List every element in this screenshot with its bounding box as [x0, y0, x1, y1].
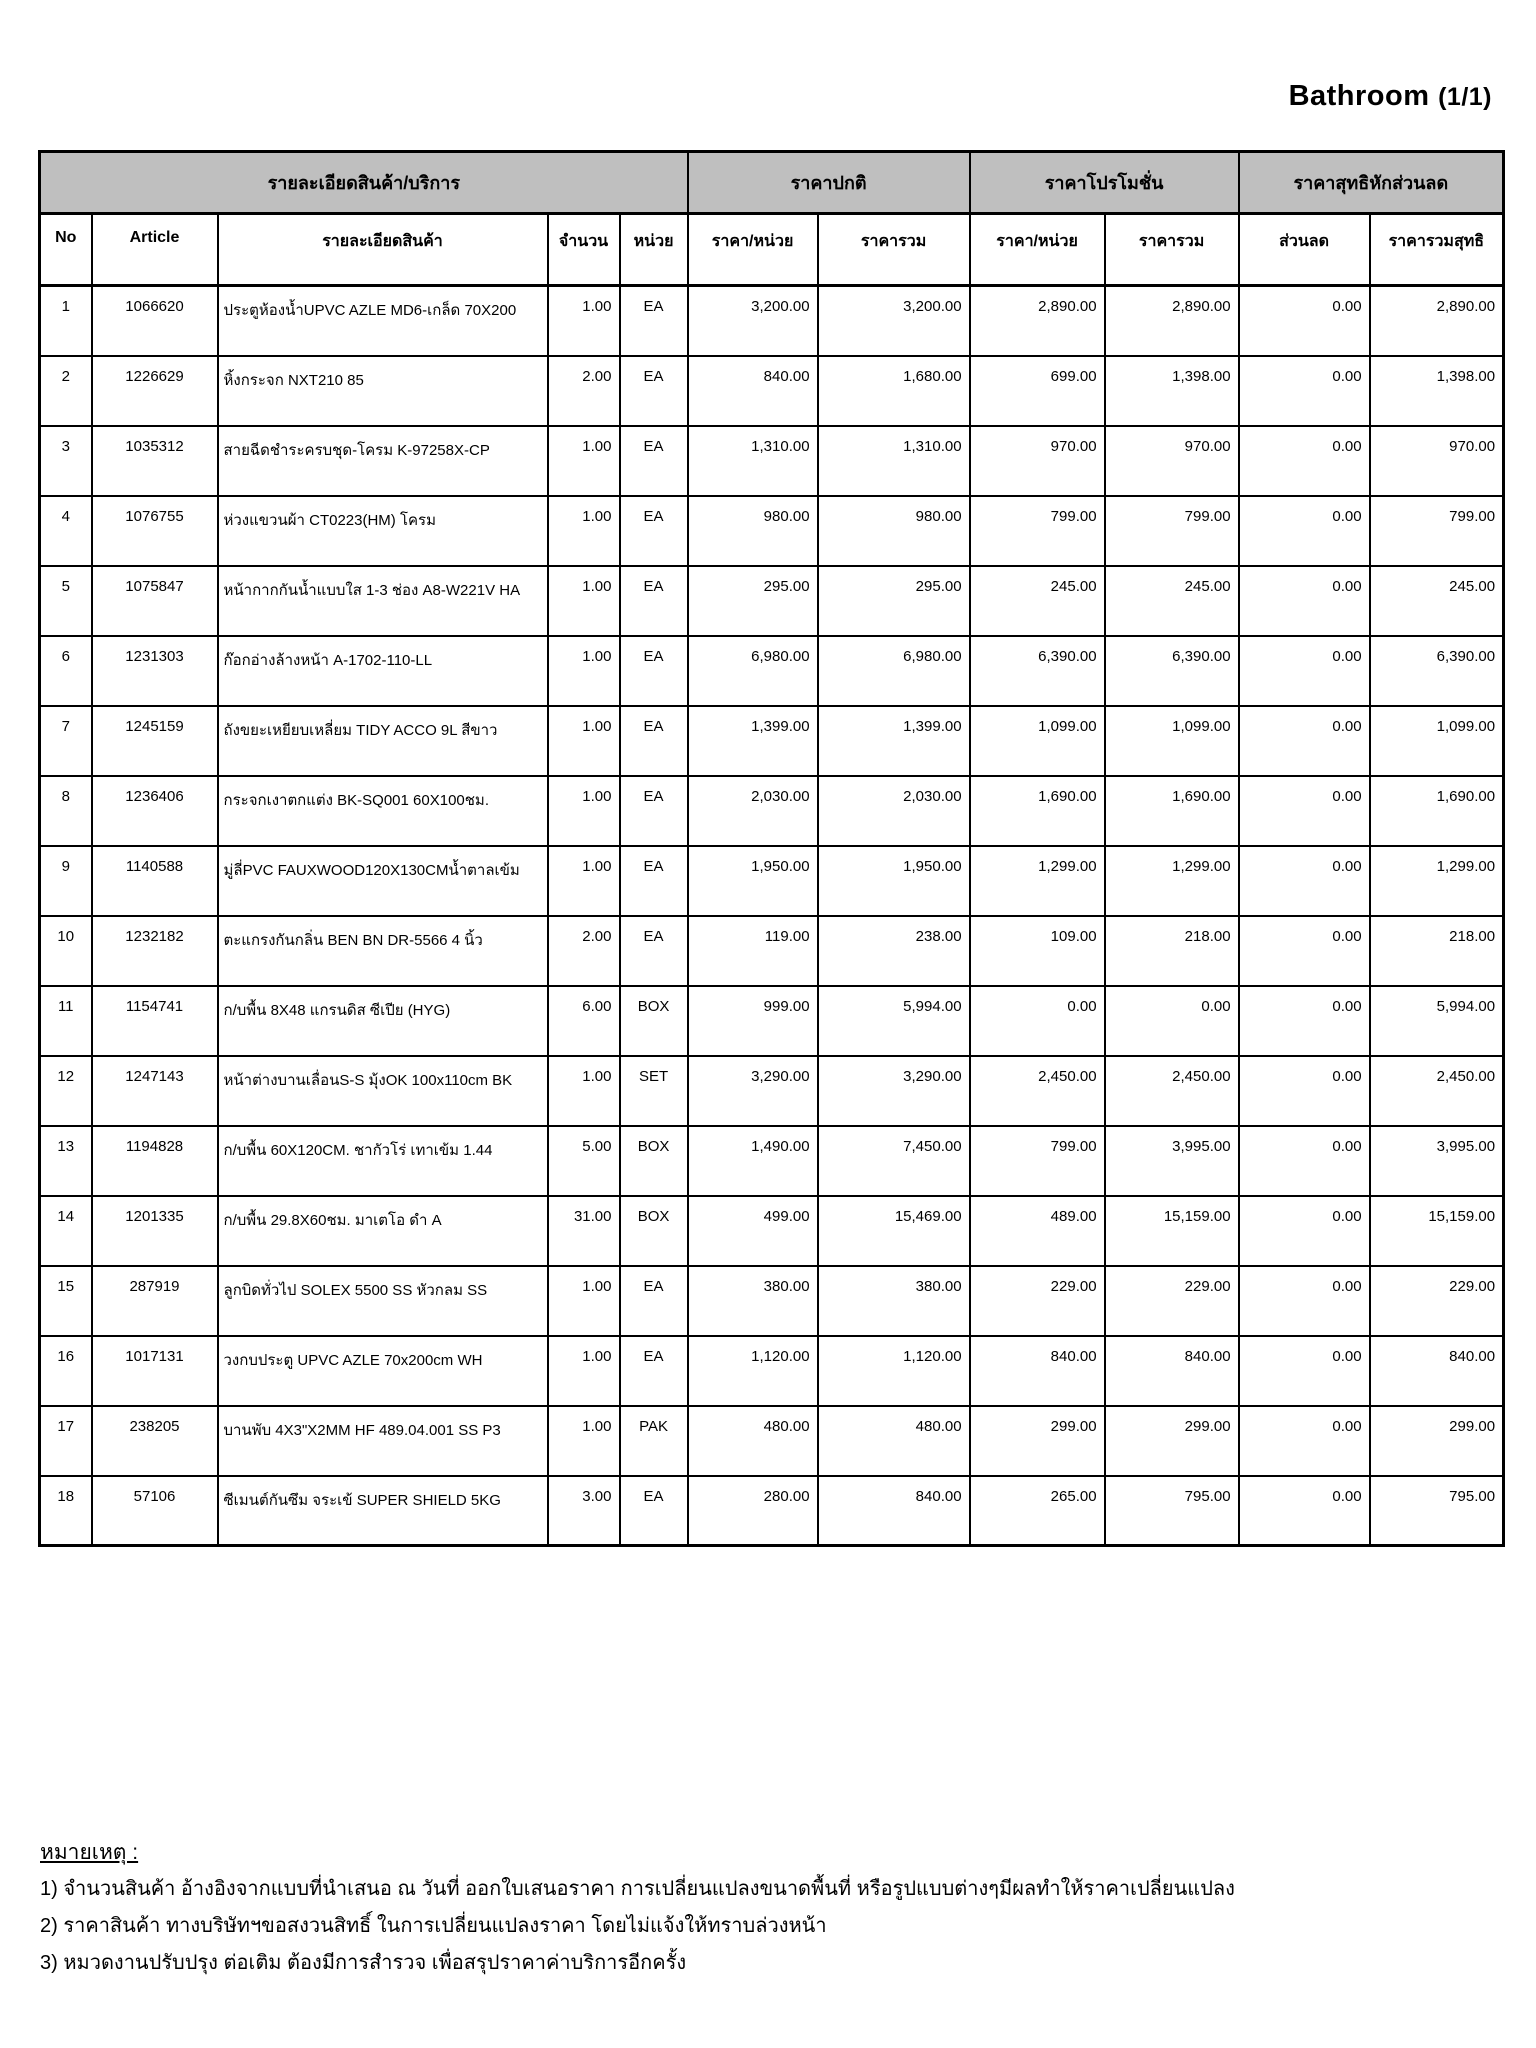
cell-promo-total: 799.00 [1105, 496, 1239, 566]
table-row [40, 1056, 1504, 1126]
cell-unit: EA [620, 636, 688, 706]
cell-qty: 1.00 [548, 1406, 620, 1476]
cell-description: ห่วงแขวนผ้า CT0223(HM) โครม [218, 496, 548, 566]
cell-no: 1 [40, 286, 92, 356]
cell-net-total: 245.00 [1370, 566, 1504, 636]
cell-net-total: 3,995.00 [1370, 1126, 1504, 1196]
cell-description: ซีเมนต์กันซึม จระเข้ SUPER SHIELD 5KG [218, 1476, 548, 1546]
table-row [40, 286, 1504, 356]
cell-net-total: 218.00 [1370, 916, 1504, 986]
cell-normal-total: 5,994.00 [818, 986, 970, 1056]
cell-normal-total: 238.00 [818, 916, 970, 986]
cell-net-total: 795.00 [1370, 1476, 1504, 1546]
cell-discount: 0.00 [1239, 1126, 1370, 1196]
cell-net-total: 15,159.00 [1370, 1196, 1504, 1266]
cell-qty: 1.00 [548, 286, 620, 356]
table-row [40, 496, 1504, 566]
table-row [40, 986, 1504, 1056]
col-header-net-total: ราคารวมสุทธิ [1370, 214, 1504, 286]
cell-no: 12 [40, 1056, 92, 1126]
cell-net-total: 2,450.00 [1370, 1056, 1504, 1126]
cell-normal-total: 7,450.00 [818, 1126, 970, 1196]
cell-description: กระจกเงาตกแต่ง BK-SQ001 60X100ชม. [218, 776, 548, 846]
cell-promo-unit-price: 245.00 [970, 566, 1105, 636]
cell-normal-total: 3,200.00 [818, 286, 970, 356]
cell-qty: 31.00 [548, 1196, 620, 1266]
cell-discount: 0.00 [1239, 426, 1370, 496]
cell-normal-total: 15,469.00 [818, 1196, 970, 1266]
cell-normal-unit-price: 1,490.00 [688, 1126, 818, 1196]
cell-normal-unit-price: 280.00 [688, 1476, 818, 1546]
cell-qty: 1.00 [548, 496, 620, 566]
cell-article: 1066620 [92, 286, 218, 356]
cell-unit: BOX [620, 1196, 688, 1266]
table-row [40, 1196, 1504, 1266]
cell-article: 1035312 [92, 426, 218, 496]
cell-discount: 0.00 [1239, 986, 1370, 1056]
note-item: 1) จำนวนสินค้า อ้างอิงจากแบบที่นำเสนอ ณ วันที่ ออกใบเสนอราคา การเปลี่ยนแปลงขนาดพื้นที่ หรือรูปแบบต่างๆมีผลทำให้ราคาเปลี่ยนแปลง [40, 1878, 1235, 1900]
cell-normal-total: 1,310.00 [818, 426, 970, 496]
cell-promo-unit-price: 229.00 [970, 1266, 1105, 1336]
cell-qty: 1.00 [548, 636, 620, 706]
cell-description: ถังขยะเหยียบเหลี่ยม TIDY ACCO 9L สีขาว [218, 706, 548, 776]
table-row [40, 1476, 1504, 1546]
cell-net-total: 970.00 [1370, 426, 1504, 496]
cell-normal-total: 2,030.00 [818, 776, 970, 846]
cell-promo-total: 15,159.00 [1105, 1196, 1239, 1266]
cell-promo-total: 245.00 [1105, 566, 1239, 636]
col-header-discount: ส่วนลด [1239, 214, 1370, 286]
cell-promo-unit-price: 699.00 [970, 356, 1105, 426]
table-row [40, 356, 1504, 426]
cell-qty: 3.00 [548, 1476, 620, 1546]
cell-article: 1017131 [92, 1336, 218, 1406]
cell-unit: EA [620, 286, 688, 356]
cell-promo-total: 229.00 [1105, 1266, 1239, 1336]
cell-qty: 2.00 [548, 356, 620, 426]
cell-promo-total: 1,690.00 [1105, 776, 1239, 846]
cell-unit: EA [620, 916, 688, 986]
col-header-article: Article [92, 214, 218, 286]
cell-article: 1247143 [92, 1056, 218, 1126]
group-header-promo-price: ราคาโปรโมชั่น [970, 152, 1239, 214]
cell-unit: EA [620, 1336, 688, 1406]
cell-normal-unit-price: 3,200.00 [688, 286, 818, 356]
table-row [40, 636, 1504, 706]
cell-promo-unit-price: 6,390.00 [970, 636, 1105, 706]
col-header-unit: หน่วย [620, 214, 688, 286]
cell-description: หิ้งกระจก NXT210 85 [218, 356, 548, 426]
cell-net-total: 799.00 [1370, 496, 1504, 566]
cell-normal-unit-price: 999.00 [688, 986, 818, 1056]
cell-no: 17 [40, 1406, 92, 1476]
cell-article: 1194828 [92, 1126, 218, 1196]
cell-promo-total: 1,099.00 [1105, 706, 1239, 776]
cell-promo-total: 6,390.00 [1105, 636, 1239, 706]
table-row [40, 566, 1504, 636]
cell-normal-total: 295.00 [818, 566, 970, 636]
cell-description: หน้ากากกันน้ำแบบใส 1-3 ช่อง A8-W221V HA [218, 566, 548, 636]
cell-promo-total: 840.00 [1105, 1336, 1239, 1406]
note-item: 3) หมวดงานปรับปรุง ต่อเติม ต้องมีการสำรวจ เพื่อสรุปราคาค่าบริการอีกครั้ง [40, 1952, 687, 1974]
cell-no: 9 [40, 846, 92, 916]
cell-article: 1075847 [92, 566, 218, 636]
cell-normal-unit-price: 119.00 [688, 916, 818, 986]
cell-discount: 0.00 [1239, 356, 1370, 426]
cell-qty: 1.00 [548, 846, 620, 916]
cell-normal-unit-price: 980.00 [688, 496, 818, 566]
cell-normal-unit-price: 1,950.00 [688, 846, 818, 916]
table-row [40, 426, 1504, 496]
cell-normal-unit-price: 480.00 [688, 1406, 818, 1476]
cell-promo-unit-price: 265.00 [970, 1476, 1105, 1546]
cell-article: 1154741 [92, 986, 218, 1056]
cell-unit: EA [620, 566, 688, 636]
cell-promo-unit-price: 1,690.00 [970, 776, 1105, 846]
cell-qty: 1.00 [548, 426, 620, 496]
cell-net-total: 1,099.00 [1370, 706, 1504, 776]
cell-description: บานพับ 4X3"X2MM HF 489.04.001 SS P3 [218, 1406, 548, 1476]
cell-no: 18 [40, 1476, 92, 1546]
cell-unit: EA [620, 706, 688, 776]
cell-discount: 0.00 [1239, 706, 1370, 776]
cell-no: 7 [40, 706, 92, 776]
cell-promo-unit-price: 2,890.00 [970, 286, 1105, 356]
cell-discount: 0.00 [1239, 916, 1370, 986]
cell-promo-total: 2,450.00 [1105, 1056, 1239, 1126]
cell-no: 16 [40, 1336, 92, 1406]
cell-unit: EA [620, 776, 688, 846]
cell-promo-total: 1,299.00 [1105, 846, 1239, 916]
group-header-normal-price: ราคาปกติ [688, 152, 970, 214]
col-header-promo-total: ราคารวม [1105, 214, 1239, 286]
notes-title: หมายเหตุ : [40, 1841, 139, 1864]
cell-discount: 0.00 [1239, 1476, 1370, 1546]
cell-article: 1236406 [92, 776, 218, 846]
cell-promo-total: 795.00 [1105, 1476, 1239, 1546]
table-row [40, 706, 1504, 776]
cell-article: 1231303 [92, 636, 218, 706]
cell-no: 2 [40, 356, 92, 426]
table-row [40, 1126, 1504, 1196]
col-header-description: รายละเอียดสินค้า [218, 214, 548, 286]
cell-no: 5 [40, 566, 92, 636]
cell-promo-total: 1,398.00 [1105, 356, 1239, 426]
cell-description: สายฉีดชำระครบชุด-โครม K-97258X-CP [218, 426, 548, 496]
table-row [40, 1336, 1504, 1406]
cell-qty: 6.00 [548, 986, 620, 1056]
cell-article: 1232182 [92, 916, 218, 986]
cell-net-total: 229.00 [1370, 1266, 1504, 1336]
table-row [40, 846, 1504, 916]
cell-discount: 0.00 [1239, 776, 1370, 846]
cell-promo-total: 299.00 [1105, 1406, 1239, 1476]
cell-qty: 2.00 [548, 916, 620, 986]
cell-article: 238205 [92, 1406, 218, 1476]
cell-unit: EA [620, 426, 688, 496]
cell-no: 10 [40, 916, 92, 986]
cell-promo-total: 218.00 [1105, 916, 1239, 986]
cell-normal-total: 1,120.00 [818, 1336, 970, 1406]
cell-promo-unit-price: 299.00 [970, 1406, 1105, 1476]
footer-notes [40, 1842, 1500, 1990]
cell-net-total: 6,390.00 [1370, 636, 1504, 706]
cell-discount: 0.00 [1239, 1336, 1370, 1406]
cell-discount: 0.00 [1239, 496, 1370, 566]
cell-description: มู่ลี่PVC FAUXWOOD120X130CMน้ำตาลเข้ม [218, 846, 548, 916]
cell-article: 1076755 [92, 496, 218, 566]
cell-net-total: 1,398.00 [1370, 356, 1504, 426]
cell-discount: 0.00 [1239, 636, 1370, 706]
cell-article: 1226629 [92, 356, 218, 426]
table-row [40, 916, 1504, 986]
cell-article: 287919 [92, 1266, 218, 1336]
cell-discount: 0.00 [1239, 1056, 1370, 1126]
cell-discount: 0.00 [1239, 566, 1370, 636]
cell-promo-total: 2,890.00 [1105, 286, 1239, 356]
cell-article: 1245159 [92, 706, 218, 776]
col-header-qty: จำนวน [548, 214, 620, 286]
cell-net-total: 2,890.00 [1370, 286, 1504, 356]
cell-promo-unit-price: 799.00 [970, 496, 1105, 566]
cell-normal-unit-price: 1,310.00 [688, 426, 818, 496]
cell-net-total: 5,994.00 [1370, 986, 1504, 1056]
table-row [40, 1406, 1504, 1476]
cell-no: 14 [40, 1196, 92, 1266]
cell-description: ก๊อกอ่างล้างหน้า A-1702-110-LL [218, 636, 548, 706]
cell-discount: 0.00 [1239, 846, 1370, 916]
cell-normal-total: 980.00 [818, 496, 970, 566]
cell-net-total: 299.00 [1370, 1406, 1504, 1476]
cell-normal-total: 6,980.00 [818, 636, 970, 706]
cell-unit: BOX [620, 1126, 688, 1196]
cell-normal-total: 1,680.00 [818, 356, 970, 426]
cell-normal-total: 1,950.00 [818, 846, 970, 916]
price-table [38, 150, 1505, 1547]
cell-article: 1140588 [92, 846, 218, 916]
cell-unit: EA [620, 846, 688, 916]
table-column-header-row [40, 214, 1504, 286]
cell-unit: PAK [620, 1406, 688, 1476]
cell-normal-unit-price: 499.00 [688, 1196, 818, 1266]
cell-normal-unit-price: 380.00 [688, 1266, 818, 1336]
cell-unit: EA [620, 496, 688, 566]
cell-promo-unit-price: 970.00 [970, 426, 1105, 496]
page-title-text: Bathroom [1288, 80, 1430, 112]
cell-qty: 1.00 [548, 1336, 620, 1406]
cell-discount: 0.00 [1239, 1266, 1370, 1336]
cell-normal-total: 480.00 [818, 1406, 970, 1476]
cell-description: ก/บพื้น 60X120CM. ชากัวโร่ เทาเข้ม 1.44 [218, 1126, 548, 1196]
col-header-no: No [40, 214, 92, 286]
cell-description: ก/บพื้น 8X48 แกรนดิส ซีเปีย (HYG) [218, 986, 548, 1056]
cell-normal-unit-price: 840.00 [688, 356, 818, 426]
cell-normal-unit-price: 1,120.00 [688, 1336, 818, 1406]
cell-description: ลูกบิดทั่วไป SOLEX 5500 SS หัวกลม SS [218, 1266, 548, 1336]
cell-promo-unit-price: 1,299.00 [970, 846, 1105, 916]
cell-normal-total: 3,290.00 [818, 1056, 970, 1126]
cell-qty: 1.00 [548, 1056, 620, 1126]
cell-unit: BOX [620, 986, 688, 1056]
cell-normal-total: 1,399.00 [818, 706, 970, 776]
cell-description: หน้าต่างบานเลื่อนS-S มุ้งOK 100x110cm BK [218, 1056, 548, 1126]
cell-discount: 0.00 [1239, 1406, 1370, 1476]
group-header-product-details: รายละเอียดสินค้า/บริการ [40, 152, 688, 214]
cell-discount: 0.00 [1239, 286, 1370, 356]
cell-promo-total: 0.00 [1105, 986, 1239, 1056]
cell-promo-total: 3,995.00 [1105, 1126, 1239, 1196]
page-number-indicator: (1/1) [1438, 83, 1492, 111]
cell-promo-total: 970.00 [1105, 426, 1239, 496]
table-row [40, 776, 1504, 846]
cell-no: 15 [40, 1266, 92, 1336]
cell-normal-unit-price: 3,290.00 [688, 1056, 818, 1126]
cell-no: 6 [40, 636, 92, 706]
cell-normal-total: 380.00 [818, 1266, 970, 1336]
cell-normal-unit-price: 2,030.00 [688, 776, 818, 846]
cell-promo-unit-price: 489.00 [970, 1196, 1105, 1266]
cell-no: 4 [40, 496, 92, 566]
cell-unit: EA [620, 1266, 688, 1336]
note-item: 2) ราคาสินค้า ทางบริษัทฯขอสงวนสิทธิ์ ในการเปลี่ยนแปลงราคา โดยไม่แจ้งให้ทราบล่วงหน้า [40, 1915, 827, 1937]
col-header-normal-unit-price: ราคา/หน่วย [688, 214, 818, 286]
cell-description: ตะแกรงกันกลิ่น BEN BN DR-5566 4 นิ้ว [218, 916, 548, 986]
cell-net-total: 840.00 [1370, 1336, 1504, 1406]
cell-discount: 0.00 [1239, 1196, 1370, 1266]
page-title [1289, 80, 1492, 113]
table-row [40, 1266, 1504, 1336]
cell-unit: SET [620, 1056, 688, 1126]
cell-description: ก/บพื้น 29.8X60ชม. มาเตโอ ดำ A [218, 1196, 548, 1266]
cell-net-total: 1,690.00 [1370, 776, 1504, 846]
cell-normal-unit-price: 295.00 [688, 566, 818, 636]
cell-description: วงกบประตู UPVC AZLE 70x200cm WH [218, 1336, 548, 1406]
group-header-net-price: ราคาสุทธิหักส่วนลด [1239, 152, 1504, 214]
cell-promo-unit-price: 2,450.00 [970, 1056, 1105, 1126]
cell-no: 13 [40, 1126, 92, 1196]
cell-article: 57106 [92, 1476, 218, 1546]
cell-no: 8 [40, 776, 92, 846]
cell-qty: 5.00 [548, 1126, 620, 1196]
cell-no: 3 [40, 426, 92, 496]
table-group-header-row [40, 152, 1504, 214]
col-header-normal-total: ราคารวม [818, 214, 970, 286]
cell-promo-unit-price: 109.00 [970, 916, 1105, 986]
cell-net-total: 1,299.00 [1370, 846, 1504, 916]
cell-promo-unit-price: 840.00 [970, 1336, 1105, 1406]
cell-unit: EA [620, 1476, 688, 1546]
cell-qty: 1.00 [548, 706, 620, 776]
cell-promo-unit-price: 0.00 [970, 986, 1105, 1056]
cell-qty: 1.00 [548, 1266, 620, 1336]
cell-normal-unit-price: 1,399.00 [688, 706, 818, 776]
cell-no: 11 [40, 986, 92, 1056]
cell-qty: 1.00 [548, 776, 620, 846]
cell-article: 1201335 [92, 1196, 218, 1266]
cell-promo-unit-price: 1,099.00 [970, 706, 1105, 776]
cell-unit: EA [620, 356, 688, 426]
cell-normal-unit-price: 6,980.00 [688, 636, 818, 706]
cell-normal-total: 840.00 [818, 1476, 970, 1546]
cell-description: ประตูห้องน้ำUPVC AZLE MD6-เกล็ด 70X200 [218, 286, 548, 356]
cell-qty: 1.00 [548, 566, 620, 636]
col-header-promo-unit-price: ราคา/หน่วย [970, 214, 1105, 286]
cell-promo-unit-price: 799.00 [970, 1126, 1105, 1196]
